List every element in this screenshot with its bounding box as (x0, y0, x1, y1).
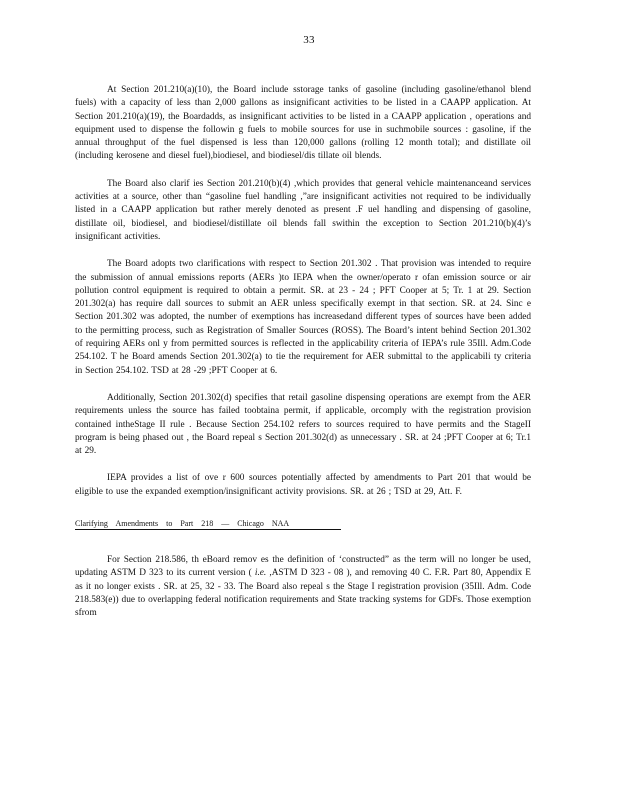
paragraph-retail-gasoline-exemption: Additionally, Section 201.302(d) specifies that retail gasoline dispensing operations are exempt from the AER requirements unless the source has failed toobtaina permit, if applicable, orcomply with the registration provision contained intheStage II rule . Because Section 254.102 refers to sources required to have permits and the StageII program is being phased out , the Board repeal s Section 201.302(d) as unnecessary . SR. at 24 ;PFT Cooper at 6; Tr.1 at 29. (75, 392, 531, 457)
paragraph-text-end: ,ASTM D 323 - 08 ), and removing 40 C. F.R. Part 80, Appendix E as it no longer exists . SR. at 25, 32 - 33. The Board also repeal s the Stage I registration provision (35Ill. Adm. Code 218.583(e)) due to overlapping federal notification requirements and State tracking systems for GDFs. Those exemption sfrom (75, 568, 531, 619)
section-heading: Clarifying Amendments to Part 218 — Chicago NAA (75, 518, 341, 530)
document-body (75, 84, 531, 635)
paragraph-storage-tanks: At Section 201.210(a)(10), the Board include sstorage tanks of gasoline (including gasoline/ethanol blend fuels) with a capacity of less than 2,000 gallons as insignificant activities to be listed in a CAAPP application. At Section 201.210(a)(19), the Boardadds, as insignificant activities to be listed in a CAAPP application , operations and equipment used to dispense the followin g fuels to mobile sources for use in suchmobile sources : gasoline, if the annual throughput of the fuel dispensed is less than 120,000 gallons (rolling 12 month total); and distillate oil (including kerosene and diesel fuel),biodiesel, and biodiesel/dis tillate oil blends. (75, 85, 531, 162)
paragraph-annual-emissions-reports: The Board adopts two clarifications with respect to Section 201.302 . That provision was intended to require the submission of annual emissions reports (AERs )to IEPA when the owner/operato r ofan emission source or air pollution control equipment is required to obtain a permit. SR. at 23 - 24 ; PFT Cooper at 5; Tr. 1 at 29. Section 201.302(a) has require dall sources to submit an AER unless specifically exempt in that section. SR. at 24. Sinc e Section 201.302 was adopted, the number of exemptions has increasedand different types of sources have been added to the permitting process, such as Registration of Smaller Sources (ROSS). The Board’s intent behind Section 201.302 of requiring AERs onl y from permitted sources is reflected in the applicability criteria of IEPA’s rule 35Ill. Adm.Code 254.102. T he Board amends Section 201.302(a) to tie the requirement for AER submittal to the applicabili ty criteria in Section 254.102. TSD at 28 -29 ;PFT Cooper at 6. (75, 259, 531, 376)
paragraph-section-218-586 (75, 554, 531, 620)
paragraph-text-start: For Section 218.586, th eBoard remov es the definition of ‘constructed” as the term will no longer be used, updating ASTM D 323 to its current version ( (75, 555, 531, 579)
paragraph-text-italic: i.e. (251, 568, 267, 579)
section-heading-wrapper (75, 513, 531, 541)
paragraph-affected-sources: IEPA provides a list of ove r 600 sources potentially affected by amendments to Part 201 that would be eligible to use the expanded exemption/insignificant activity provisions. SR. at 26 ; TSD at 29, Att. F. (75, 473, 531, 497)
paragraph-vehicle-maintenance: The Board also clarif ies Section 201.210(b)(4) ,which provides that general vehicle maintenanceand services activities at a source, other than “gasoline fuel handling ,”are insignificant activities not required to be individually listed in a CAAPP application but rather merely denoted as present .F uel handling and dispensing of gasoline, distillate oil, biodiesel, and biodiesel/distillate oil blends fall swithin the exception to Section 201.210(b)(4)’s insignificant activities. (75, 178, 531, 242)
page-number: 33 (303, 34, 315, 46)
